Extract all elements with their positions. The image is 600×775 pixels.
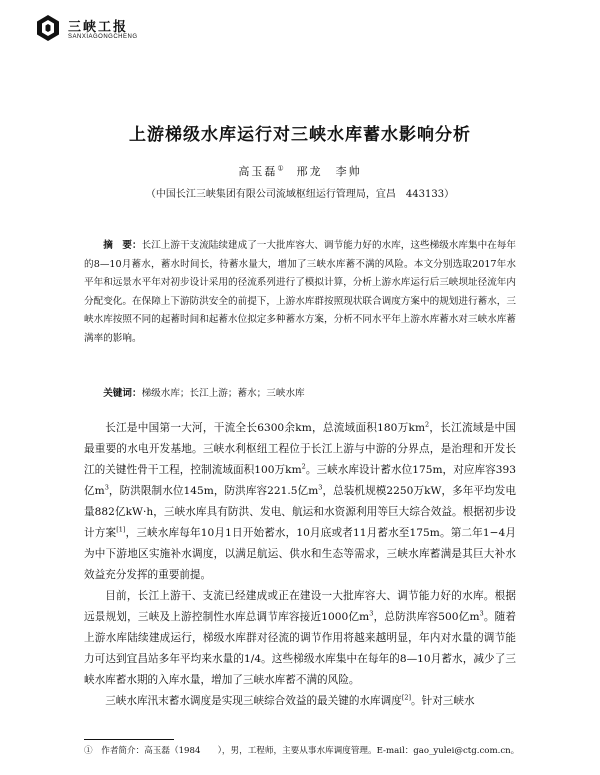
journal-name: 三峡工报	[68, 20, 129, 35]
keywords-label: 关键词：	[103, 388, 142, 399]
footnote-text: 作者简介：高玉磊（1984 ），男，工程师，主要从事水库调度管理。E-mail：gao_yulei@ctg.com.cn。	[101, 746, 520, 756]
paragraph	[84, 586, 516, 691]
paragraph-text: 目前，长江上游干、支流已经建成或正在建设一大批库容大、调节能力好的水库。根据远景规划，三峡及上游控制性水库总调节库容接近1000亿m	[84, 590, 516, 623]
coauthors: 邢龙 李帅	[296, 165, 362, 178]
superscript: 3	[318, 483, 323, 492]
citation: [2]	[401, 693, 412, 702]
abstract-text: 长江上游干支流陆续建成了一大批库容大、调节能力好的水库，这些梯级水库集中在每年的8—10月蓄水，蓄水时间长，待蓄水量大，增加了三峡水库蓄不满的风险。本文分别选取2017年水平年和远景水平年对初步设计采用的径流系列进行了模拟计算，分析上游水库运行后三峡坝址径流年内分配变化。在保障上下游防洪安全的前提下，上游水库群按照现状联合调度方案中的规划进行蓄水，三峡水库按照不同的起蓄时间和起蓄水位拟定多种蓄水方案，分析不同水平年上游水库蓄水对三峡水库蓄满率的影响。	[84, 240, 517, 344]
paragraph-text: ，总防洪库容500亿m	[373, 611, 480, 623]
paragraph-text: ，三峡水库每年10月1日开始蓄水，10月底或者11月蓄水至175m。第二年1−4月为中下游地区实施补水调度，以满足航运、供水和生态等需求，三峡水库蓄满是其巨大补水效益充分发挥的重要前提。	[84, 527, 516, 581]
paragraph-text: 。三峡水库设计蓄水位175m，对应库容393亿m	[84, 464, 516, 497]
keywords-text: 梯级水库；长江上游；蓄水；三峡水库	[141, 388, 305, 399]
abstract-label: 摘 要：	[103, 240, 142, 251]
paragraph-text: ，防洪限制水位145m，防洪库容221.5亿m	[108, 485, 319, 497]
superscript: 2	[425, 420, 430, 429]
superscript: 3	[104, 483, 109, 492]
paragraph-text: 。随着上游水库陆续建成运行，梯级水库群对径流的调节作用将越来越明显，年内对水量的调节能力可达到宜昌站多年平均来水量的1/4。这些梯级水库集中在每年的8—10月蓄水，减少了三峡水库蓄水期的入库水量，增加了三峡水库蓄不满的风险。	[84, 611, 517, 686]
paragraph	[84, 691, 516, 712]
paragraph	[84, 418, 516, 586]
affiliation: （中国长江三峡集团有限公司流域枢纽运行管理局，宜昌 443133）	[145, 189, 455, 200]
superscript: 2	[301, 462, 306, 471]
keywords	[84, 385, 516, 403]
journal-pinyin: SANXIAGONGCHENG	[68, 34, 138, 40]
paragraph-text: 。针对三峡水	[411, 695, 475, 707]
footnote-mark: ①	[84, 746, 93, 756]
paragraph-text: ，总装机规模2250万kW，多年平均发电量882亿kW·h，三峡水库具有防洪、发电、航运和水资源利用等巨大综合效益。根据初步设计方案	[84, 485, 517, 539]
journal-logo-icon	[34, 14, 62, 42]
footnote-divider	[84, 739, 174, 740]
body-text	[84, 418, 516, 712]
paragraph-text: 长江是中国第一大河，干流全长6300余km，总流域面积180万km	[105, 422, 425, 434]
paper-title: 上游梯级水库运行对三峡水库蓄水影响分析	[129, 125, 471, 145]
superscript: 3	[369, 609, 374, 618]
paragraph-text: 三峡水库汛末蓄水调度是实现三峡综合效益的最关键的水库调度	[105, 695, 402, 707]
superscript: 3	[479, 609, 484, 618]
citation: [1]	[116, 525, 126, 534]
author-note-mark: ①	[277, 164, 284, 173]
abstract	[84, 237, 516, 349]
paragraph-text: ，长江流域是中国最重要的水电开发基地。三峡水利枢纽工程位于长江上游与中游的分界点，是治理和开发长江的关键性骨干工程，控制流域面积100万km	[84, 422, 517, 476]
first-author: 高玉磊	[238, 165, 278, 178]
footnote	[84, 745, 524, 758]
author-line	[0, 163, 600, 179]
